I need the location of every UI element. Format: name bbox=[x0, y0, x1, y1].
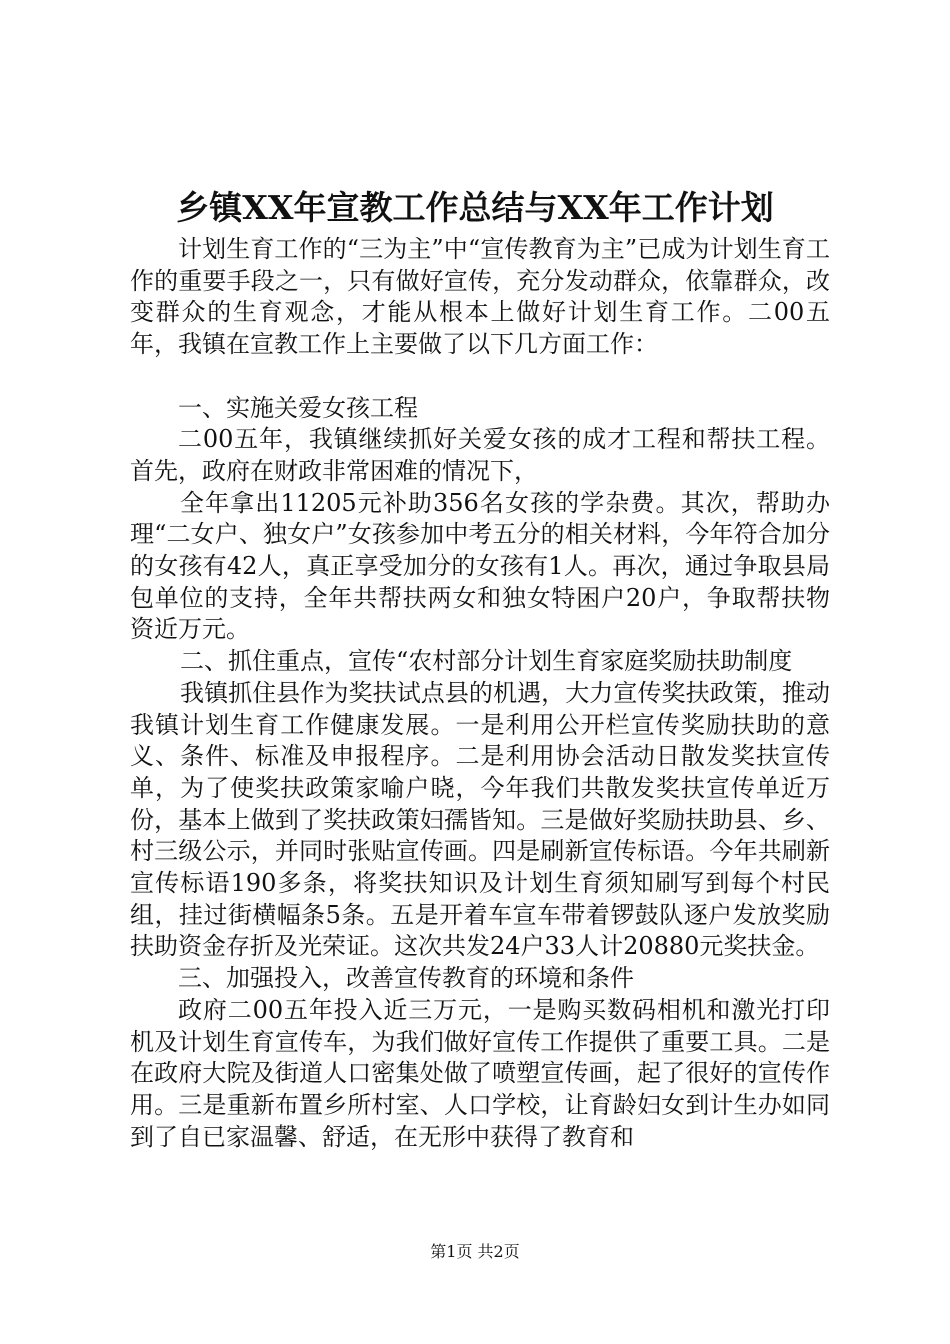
heading-section-1: 一、实施关爱女孩工程 bbox=[178, 393, 418, 422]
document-title: 乡镇XX年宣教工作总结与XX年工作计划 bbox=[176, 188, 774, 227]
paragraph-section-1b: 全年拿出11205元补助356名女孩的学杂费。其次，帮助办理“二女户、独女户”女孩参加中考五分的相关材料，今年符合加分的女孩有42人，真正享受加分的女孩有1人。再次，通过争取县局包单位的支持，全年共帮扶两女和独女特困户20户，争取帮扶物资近万元。 bbox=[130, 488, 830, 644]
page-footer: 第1页 共2页 bbox=[430, 1242, 520, 1261]
paragraph-section-3: 政府二00五年投入近三万元，一是购买数码相机和激光打印机及计划生育宣传车，为我们做好宣传工作提供了重要工具。二是在政府大院及街道人口密集处做了喷塑宣传画，起了很好的宣传作用。三是重新布置乡所村室、人口学校，让育龄妇女到计生办如同到了自已家温馨、舒适，在无形中获得了教育和 bbox=[130, 995, 830, 1151]
heading-section-2: 二、抓住重点，宣传“农村部分计划生育家庭奖励扶助制度 bbox=[180, 647, 793, 676]
paragraph-intro: 计划生育工作的“三为主”中“宣传教育为主”已成为计划生育工作的重要手段之一，只有做好宣传，充分发动群众，依靠群众，改变群众的生育观念，才能从根本上做好计划生育工作。二00五年，我镇在宣教工作上主要做了以下几方面工作： bbox=[130, 235, 830, 359]
heading-section-3: 三、加强投入，改善宣传教育的环境和条件 bbox=[178, 964, 634, 993]
document-body bbox=[130, 234, 830, 1153]
paragraph-section-1a: 二00五年，我镇继续抓好关爱女孩的成才工程和帮扶工程。首先，政府在财政非常困难的情况下， bbox=[130, 425, 830, 485]
paragraph-gap bbox=[130, 361, 830, 393]
paragraph-section-2: 我镇抓住县作为奖扶试点县的机遇，大力宣传奖扶政策，推动我镇计划生育工作健康发展。一是利用公开栏宣传奖励扶助的意义、条件、标准及申报程序。二是利用协会活动日散发奖扶宣传单，为了使奖扶政策家喻户晓，今年我们共散发奖扶宣传单近万份，基本上做到了奖扶政策妇孺皆知。三是做好奖励扶助县、乡、村三级公示，并同时张贴宣传画。四是刷新宣传标语。今年共刷新宣传标语190多条，将奖扶知识及计划生育须知刷写到每个村民组，挂过街横幅条5条。五是开着车宣车带着锣鼓队逐户发放奖励扶助资金存折及光荣证。这次共发24户33人计20880元奖扶金。 bbox=[130, 678, 830, 961]
